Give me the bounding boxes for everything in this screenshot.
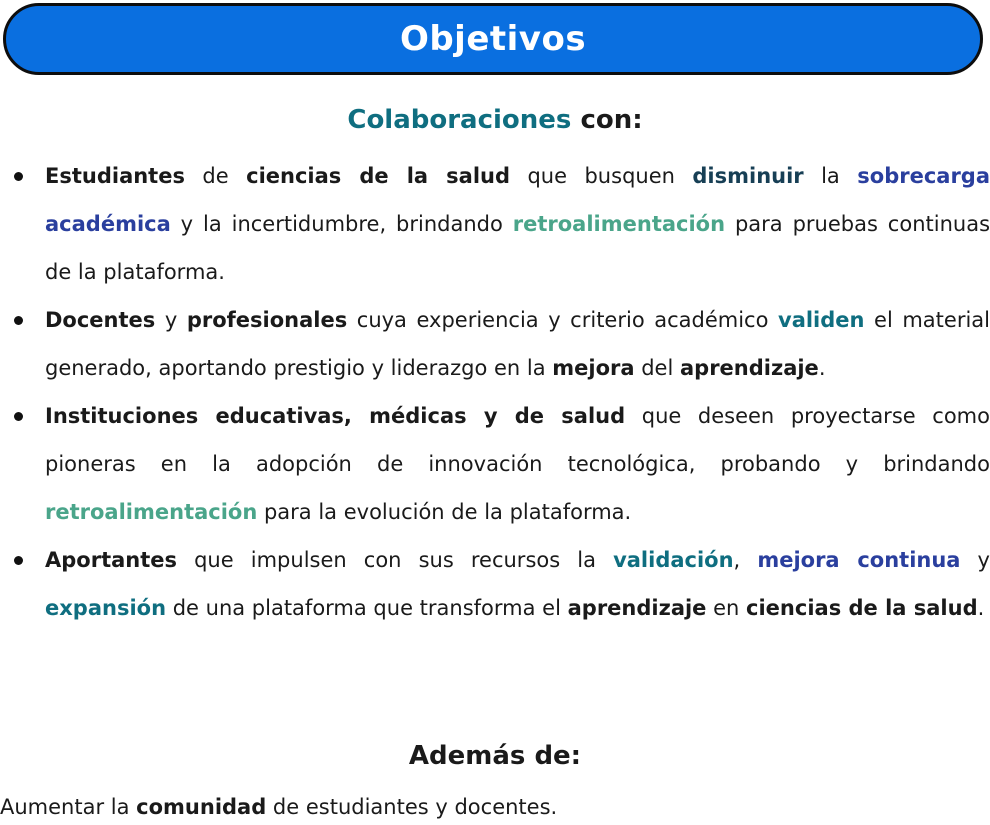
goal-part: y: [960, 548, 990, 572]
goal-part: retroalimentación: [512, 212, 726, 236]
goal-item-students: [0, 152, 990, 296]
goal-part: aprendizaje: [679, 356, 819, 380]
goal-part: de una plataforma que transforma el: [166, 596, 568, 620]
goal-item-institutions: [0, 392, 990, 536]
goal-part: de: [184, 164, 247, 188]
final-prefix: Aumentar la: [0, 795, 137, 819]
goal-part: .: [818, 356, 826, 380]
bullet-icon: [14, 556, 23, 565]
goal-part: expansión: [45, 596, 167, 620]
goal-part: y: [155, 308, 187, 332]
goal-part: .: [977, 596, 985, 620]
bullet-icon: [14, 316, 23, 325]
goal-part: que busquen: [510, 164, 693, 188]
subtitle: [0, 100, 990, 140]
goal-part: mejora continua: [757, 548, 961, 572]
goal-part: validen: [778, 308, 865, 332]
goal-part: ciencias de la salud: [246, 164, 511, 188]
goal-part: Estudiantes: [45, 164, 185, 188]
goal-part: sobrecarga académica: [45, 164, 990, 236]
goal-part: retroalimentación: [45, 500, 258, 524]
goal-part: Aportantes: [45, 548, 178, 572]
goal-part: cuya experiencia y criterio académico: [347, 308, 778, 332]
goal-part: Instituciones educativas, médicas y de salud: [45, 404, 626, 428]
goal-part: el material generado, aportando prestigio y liderazgo en la: [45, 308, 990, 380]
subtitle-rest: con:: [571, 105, 643, 135]
goal-part: para la evolución de la plataforma.: [257, 500, 632, 524]
ademas-heading: Además de:: [408, 741, 582, 771]
goal-part: Docentes: [45, 308, 156, 332]
goal-item-teachers: [0, 296, 990, 392]
goal-part: la: [803, 164, 858, 188]
goal-part: ciencias de la salud: [746, 596, 978, 620]
goals-list: [0, 152, 990, 632]
goal-part: que deseen proyectarse como pioneras en la adopción de innovación tecnológica, probando y brindando: [45, 404, 990, 476]
final-highlight: comunidad: [136, 795, 267, 819]
goal-part: disminuir: [692, 164, 804, 188]
goal-part: ,: [733, 548, 758, 572]
final-objective: [0, 790, 990, 824]
goal-part: para pruebas continuas de la plataforma.: [45, 212, 990, 284]
objectives-banner: [3, 3, 983, 75]
goal-item-contributors: [0, 536, 990, 632]
goal-part: y la incertidumbre, brindando: [170, 212, 513, 236]
banner-title: Objetivos: [399, 19, 587, 59]
final-suffix: de estudiantes y docentes.: [266, 795, 558, 819]
goal-part: en: [706, 596, 747, 620]
goal-part: mejora: [552, 356, 635, 380]
bullet-icon: [14, 172, 23, 181]
goal-part: del: [634, 356, 680, 380]
goal-part: que impulsen con sus recursos la: [177, 548, 614, 572]
subtitle-highlight: Colaboraciones: [347, 105, 572, 135]
goal-part: profesionales: [186, 308, 348, 332]
goal-part: aprendizaje: [567, 596, 707, 620]
goal-part: validación: [613, 548, 734, 572]
bullet-icon: [14, 412, 23, 421]
